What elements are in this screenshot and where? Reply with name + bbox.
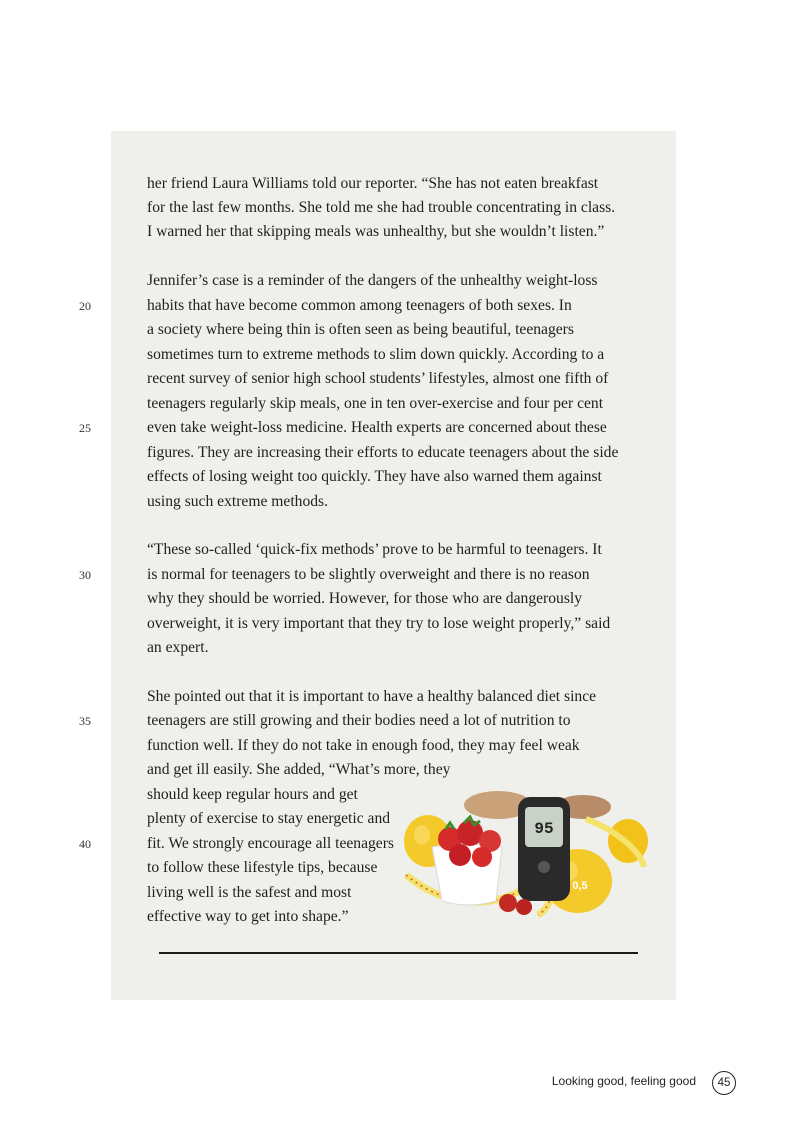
text-line: habits that have become common among teenagers of both sexes. In bbox=[147, 297, 572, 314]
text-line: Jennifer’s case is a reminder of the dangers of the unhealthy weight-loss bbox=[147, 272, 598, 289]
text-line: plenty of exercise to stay energetic and bbox=[147, 810, 391, 827]
text-line: “These so-called ‘quick-fix methods’ prove to be harmful to teenagers. It bbox=[147, 541, 602, 558]
text-line: and get ill easily. She added, “What’s more, they bbox=[147, 761, 451, 778]
line-number: 20 bbox=[79, 299, 91, 313]
text-line: an expert. bbox=[147, 639, 209, 656]
text-line: her friend Laura Williams told our reporter. “She has not eaten breakfast bbox=[147, 175, 599, 192]
glucose-meter bbox=[518, 797, 570, 901]
text-line: living well is the safest and most bbox=[147, 884, 352, 901]
dumbbell-weight-label: 0,5 bbox=[572, 880, 588, 892]
text-line: sometimes turn to extreme methods to slim down quickly. According to a bbox=[147, 346, 605, 363]
line-number: 40 bbox=[79, 837, 91, 851]
text-line: to follow these lifestyle tips, because bbox=[147, 859, 378, 876]
text-line: figures. They are increasing their efforts to educate teenagers about the side bbox=[147, 444, 619, 461]
line-number: 25 bbox=[79, 421, 91, 435]
text-line: is normal for teenagers to be slightly overweight and there is no reason bbox=[147, 566, 590, 583]
text-line: why they should be worried. However, for those who are dangerously bbox=[147, 590, 583, 607]
healthy-lifestyle-photo bbox=[398, 783, 650, 923]
text-line: recent survey of senior high school students’ lifestyles, almost one fifth of bbox=[147, 370, 609, 387]
line-number: 30 bbox=[79, 568, 91, 582]
text-line: effective way to get into shape.” bbox=[147, 908, 349, 925]
text-line: using such extreme methods. bbox=[147, 493, 329, 510]
text-line: should keep regular hours and get bbox=[147, 786, 358, 803]
text-line: effects of losing weight too quickly. They have also warned them against bbox=[147, 468, 602, 485]
text-line: overweight, it is very important that they try to lose weight properly,” said bbox=[147, 615, 611, 632]
text-line: a society where being thin is often seen as being beautiful, teenagers bbox=[147, 321, 574, 338]
page-number: 45 bbox=[712, 1071, 736, 1095]
meter-reading: 95 bbox=[534, 820, 554, 838]
footer-unit-title: Looking good, feeling good bbox=[551, 1074, 696, 1088]
tomato bbox=[516, 899, 532, 915]
text-line: even take weight-loss medicine. Health experts are concerned about these bbox=[147, 419, 607, 436]
text-line: function well. If they do not take in enough food, they may feel weak bbox=[147, 737, 580, 754]
text-line: teenagers are still growing and their bodies need a lot of nutrition to bbox=[147, 712, 571, 729]
line-number: 35 bbox=[79, 714, 91, 728]
strawberry-bowl bbox=[432, 817, 502, 905]
text-line: I warned her that skipping meals was unhealthy, but she wouldn’t listen.” bbox=[147, 223, 605, 240]
text-line: teenagers regularly skip meals, one in ten over-exercise and four per cent bbox=[147, 395, 604, 412]
text-line: She pointed out that it is important to have a healthy balanced diet since bbox=[147, 688, 597, 705]
text-line: fit. We strongly encourage all teenagers bbox=[147, 835, 394, 852]
section-divider bbox=[159, 952, 638, 954]
text-line: for the last few months. She told me she had trouble concentrating in class. bbox=[147, 199, 616, 216]
tomato bbox=[499, 894, 517, 912]
